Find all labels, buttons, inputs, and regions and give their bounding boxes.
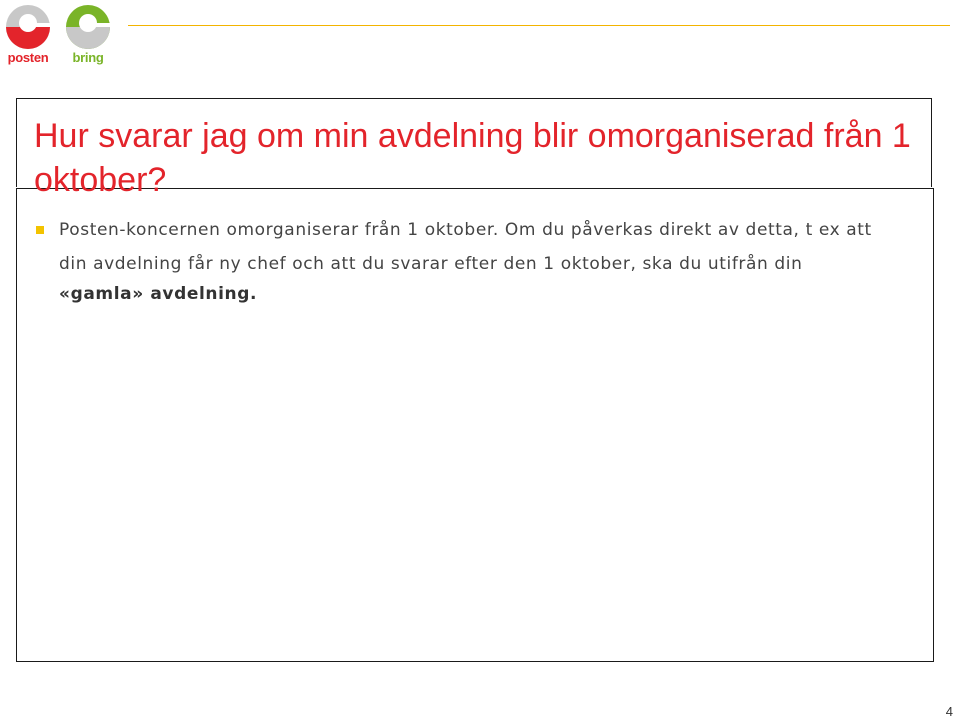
bullet-text-line-1: Posten-koncernen omorganiserar från 1 oktober. Om du påverkas direkt av detta, t ex att <box>59 220 872 240</box>
bring-logo <box>64 4 112 65</box>
posten-logo <box>4 4 52 65</box>
bullet-text-line-3: «gamla» avdelning. <box>59 284 258 304</box>
bullet-text-line-2: din avdelning får ny chef och att du svarar efter den 1 oktober, ska du utifrån din <box>59 254 803 274</box>
posten-wordmark: posten <box>7 50 49 65</box>
slide-title: Hur svarar jag om min avdelning blir omorganiserad från 1 oktober? <box>34 117 911 199</box>
bring-emblem-icon <box>64 4 112 50</box>
bullet-marker-icon <box>36 226 44 234</box>
bring-wordmark: bring <box>72 50 104 65</box>
header-divider <box>128 25 950 26</box>
bullet-text <box>59 213 954 307</box>
page-number: 4 <box>945 704 953 719</box>
posten-emblem-icon <box>4 4 52 50</box>
